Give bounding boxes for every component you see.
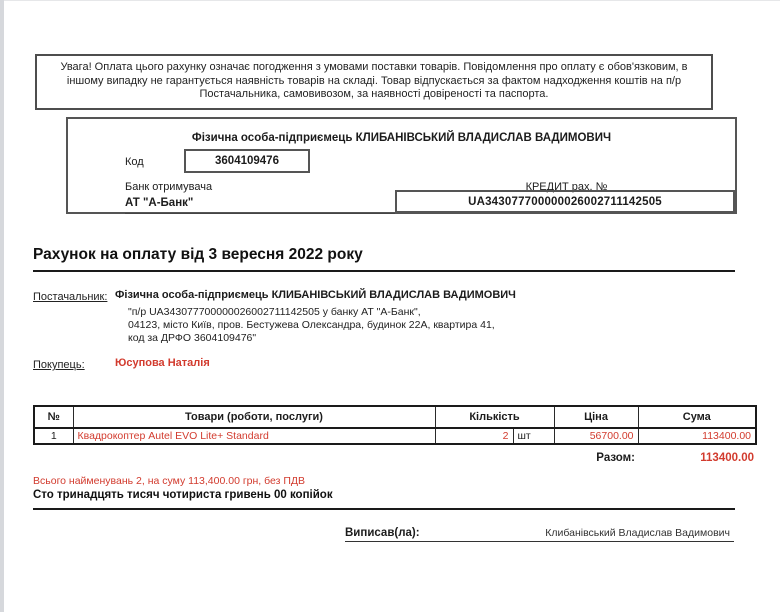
code-label: Код	[125, 156, 144, 168]
col-header-num: №	[34, 406, 73, 428]
bottom-divider	[33, 508, 735, 510]
credit-account-label: КРЕДИТ рах. №	[525, 181, 608, 193]
payment-notice-box	[35, 54, 713, 110]
items-table	[33, 405, 757, 445]
item-row	[34, 428, 756, 444]
credit-account-box	[395, 190, 735, 213]
supplier-details	[128, 306, 495, 345]
amount-in-words: Сто тринадцять тисяч чотириста гривень 00 копійок	[33, 489, 333, 501]
window-left-edge	[0, 0, 4, 612]
payee-bank-details-box	[66, 117, 737, 214]
supplier-label: Постачальник:	[33, 291, 108, 303]
supplier-details-line1: "п/р UA343077700000026002711142505 у банку АТ "А-Банк",	[128, 306, 421, 318]
issued-by-name: Клибанівський Владислав Вадимович	[545, 527, 730, 539]
buyer-name: Юсупова Наталія	[115, 357, 210, 369]
totals-summary-line: Всього найменувань 2, на суму 113,400.00 грн, без ПДВ	[33, 475, 306, 487]
code-value: 3604109476	[215, 155, 279, 167]
supplier-details-line3: код за ДРФО 3604109476"	[128, 332, 257, 344]
item-unit: шт	[513, 428, 554, 444]
issued-by-label: Виписав(ла):	[345, 527, 420, 539]
payment-notice-text: Увага! Оплата цього рахунку означає погодження з умовами поставки товарів. Повідомлення про оплату є обов'язковим, в іншому випадку не гарантується наявність товарів на складі. Товар відпускається за фактом надходження коштів на п/р Постачальника, самовивозом, за наявності довіреності та паспорта.	[60, 61, 688, 100]
item-qty: 2	[435, 428, 513, 444]
code-value-box	[184, 149, 310, 173]
credit-account-value: UA343077700000026002711142505	[468, 195, 662, 208]
signature-row	[345, 523, 734, 542]
item-num: 1	[34, 428, 73, 444]
col-header-price: Ціна	[554, 406, 638, 428]
bank-name: АТ "А-Банк"	[125, 197, 395, 214]
col-header-goods: Товари (роботи, послуги)	[73, 406, 435, 428]
item-goods: Квадрокоптер Autel EVO Lite+ Standard	[73, 428, 435, 444]
col-header-qty: Кількість	[435, 406, 554, 428]
recipient-bank-label: Банк отримувача	[125, 181, 213, 193]
invoice-title: Рахунок на оплату від 3 вересня 2022 року	[33, 246, 363, 263]
supplier-details-line2: 04123, місто Київ, пров. Бестужева Олександра, будинок 22А, квартира 41,	[128, 319, 495, 331]
buyer-label: Покупець:	[33, 359, 85, 371]
payee-title: Фізична особа-підприємець КЛИБАНІВСЬКИЙ ВЛАДИСЛАВ ВАДИМОВИЧ	[191, 132, 612, 144]
item-sum: 113400.00	[638, 428, 756, 444]
col-header-sum: Сума	[638, 406, 756, 428]
total-value: 113400.00	[700, 452, 754, 464]
item-price: 56700.00	[554, 428, 638, 444]
title-divider	[33, 270, 735, 272]
total-label: Разом:	[596, 452, 635, 464]
items-table-header-row	[34, 406, 756, 428]
window-top-edge	[0, 0, 780, 1]
supplier-name: Фізична особа-підприємець КЛИБАНІВСЬКИЙ ВЛАДИСЛАВ ВАДИМОВИЧ	[115, 289, 516, 301]
